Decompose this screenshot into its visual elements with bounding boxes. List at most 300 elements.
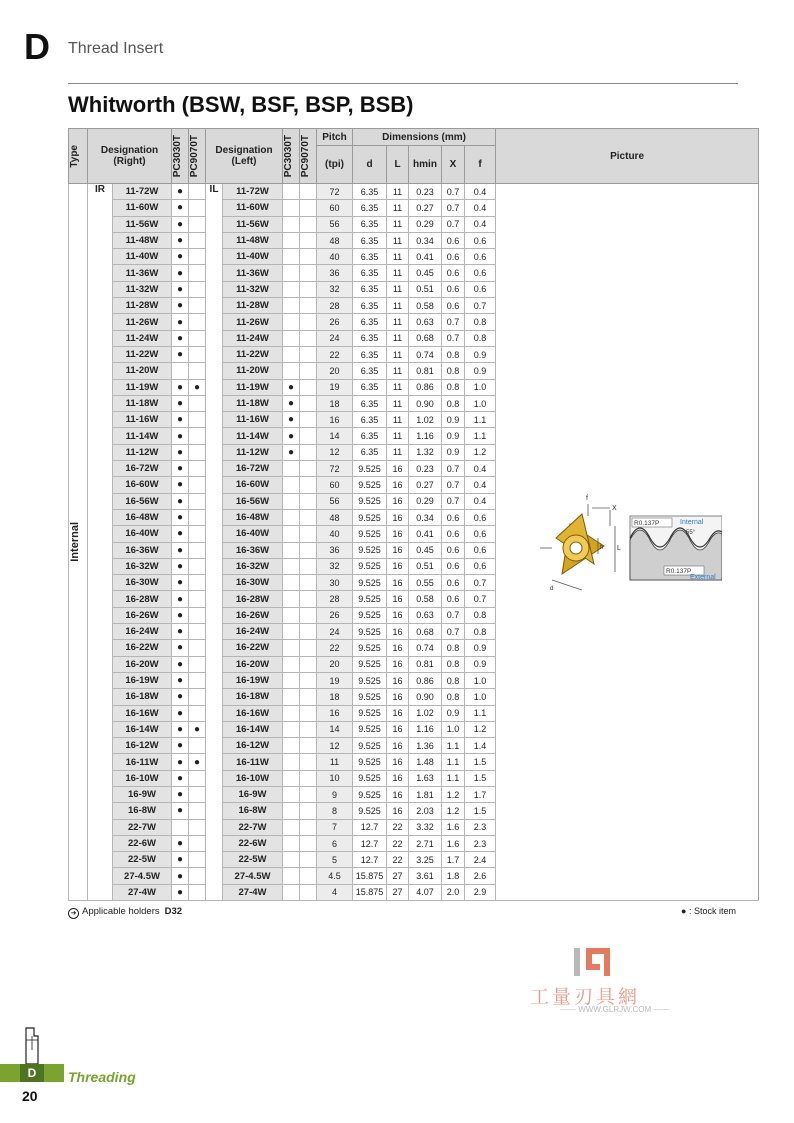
dim-f: 1.0	[465, 395, 496, 411]
dim-f: 0.7	[465, 591, 496, 607]
pitch-tpi: 28	[317, 298, 353, 314]
designation-right: 11-24W	[113, 330, 172, 346]
stock-dot-pc3030t-right: ●	[172, 379, 189, 395]
svg-text:R0.137P: R0.137P	[666, 567, 692, 575]
stock-dot-pc9070t-right	[189, 509, 206, 525]
dim-hmin: 1.02	[409, 412, 442, 428]
pitch-tpi: 8	[317, 803, 353, 819]
left-side-label: IL	[206, 184, 223, 901]
dim-f: 0.8	[465, 624, 496, 640]
designation-left: 16-30W	[223, 575, 283, 591]
pitch-tpi: 19	[317, 672, 353, 688]
designation-right: 16-32W	[113, 558, 172, 574]
dim-hmin: 0.29	[409, 493, 442, 509]
pitch-tpi: 24	[317, 330, 353, 346]
tpi-header: (tpi)	[317, 146, 353, 184]
stock-dot-pc9070t-right	[189, 330, 206, 346]
dim-hmin: 0.55	[409, 575, 442, 591]
stock-dot-pc3030t-right: ●	[172, 591, 189, 607]
designation-right: 16-48W	[113, 509, 172, 525]
designation-right-header: Designation (Right)	[88, 129, 172, 184]
pitch-tpi: 56	[317, 493, 353, 509]
designation-left: 16-72W	[223, 461, 283, 477]
dim-X: 1.1	[442, 738, 465, 754]
designation-right: 16-12W	[113, 738, 172, 754]
stock-dot-pc3030t-left	[283, 721, 300, 737]
stock-dot-pc3030t-left	[283, 363, 300, 379]
dim-f: 0.6	[465, 232, 496, 248]
dim-L: 16	[387, 526, 409, 542]
dim-X: 0.7	[442, 461, 465, 477]
dim-X: 0.8	[442, 346, 465, 362]
stock-dot-pc3030t-right: ●	[172, 721, 189, 737]
designation-right: 27-4W	[113, 884, 172, 900]
dim-f: 0.9	[465, 656, 496, 672]
dim-f: 0.9	[465, 640, 496, 656]
stock-dot-pc9070t-right	[189, 819, 206, 835]
dim-X: 0.7	[442, 477, 465, 493]
stock-dot-pc3030t-right: ●	[172, 542, 189, 558]
stock-dot-pc3030t-right	[172, 363, 189, 379]
stock-dot-pc3030t-right: ●	[172, 477, 189, 493]
stock-dot-pc9070t-right	[189, 281, 206, 297]
dim-hmin: 0.63	[409, 314, 442, 330]
pitch-tpi: 72	[317, 184, 353, 200]
stock-dot-pc9070t-right	[189, 607, 206, 623]
designation-right: 16-19W	[113, 672, 172, 688]
stock-dot-pc9070t-left	[300, 591, 317, 607]
stock-dot-pc9070t-left	[300, 379, 317, 395]
designation-right: 11-22W	[113, 346, 172, 362]
dim-L: 11	[387, 298, 409, 314]
designation-left: 11-56W	[223, 216, 283, 232]
dim-L: 11	[387, 379, 409, 395]
arrow-circle-icon: ➜	[68, 908, 79, 919]
designation-left: 11-36W	[223, 265, 283, 281]
stock-dot-pc9070t-left	[300, 705, 317, 721]
dim-f: 0.7	[465, 575, 496, 591]
dim-d: 9.525	[353, 591, 387, 607]
pitch-header: Pitch	[317, 129, 353, 146]
stock-dot-pc3030t-right: ●	[172, 868, 189, 884]
pitch-tpi: 4	[317, 884, 353, 900]
dim-d: 6.35	[353, 330, 387, 346]
dim-hmin: 1.02	[409, 705, 442, 721]
dim-d: 6.35	[353, 379, 387, 395]
type-header: Type	[69, 129, 88, 184]
pitch-tpi: 18	[317, 395, 353, 411]
insert-icon	[540, 495, 621, 592]
header-divider	[68, 83, 738, 84]
dim-X: 0.6	[442, 575, 465, 591]
stock-dot-pc3030t-right: ●	[172, 884, 189, 900]
pitch-tpi: 12	[317, 444, 353, 460]
dim-f: 0.6	[465, 281, 496, 297]
stock-dot-pc9070t-right	[189, 363, 206, 379]
stock-dot-pc9070t-left	[300, 689, 317, 705]
dim-L: 16	[387, 493, 409, 509]
dim-X: 0.6	[442, 249, 465, 265]
stock-dot-pc9070t-left	[300, 444, 317, 460]
designation-right: 16-60W	[113, 477, 172, 493]
X-header: X	[442, 146, 465, 184]
dim-f: 0.8	[465, 330, 496, 346]
dim-L: 11	[387, 265, 409, 281]
stock-dot-pc9070t-left	[300, 281, 317, 297]
dim-X: 0.7	[442, 184, 465, 200]
designation-right: 11-48W	[113, 232, 172, 248]
designation-left: 16-26W	[223, 607, 283, 623]
designation-left: 16-14W	[223, 721, 283, 737]
dim-f: 1.1	[465, 412, 496, 428]
dim-d: 6.35	[353, 200, 387, 216]
stock-dot-pc3030t-left	[283, 705, 300, 721]
stock-dot-pc9070t-right	[189, 558, 206, 574]
designation-left: 27-4.5W	[223, 868, 283, 884]
dim-X: 0.8	[442, 363, 465, 379]
designation-left: 16-18W	[223, 689, 283, 705]
designation-right: 11-56W	[113, 216, 172, 232]
stock-dot-pc9070t-right	[189, 575, 206, 591]
dim-f: 0.9	[465, 346, 496, 362]
dim-L: 16	[387, 656, 409, 672]
stock-dot-pc9070t-left	[300, 346, 317, 362]
d-header: d	[353, 146, 387, 184]
dim-f: 1.7	[465, 786, 496, 802]
designation-right: 11-16W	[113, 412, 172, 428]
designation-right: 11-19W	[113, 379, 172, 395]
dim-L: 27	[387, 884, 409, 900]
designation-right: 16-10W	[113, 770, 172, 786]
stock-dot-pc3030t-left	[283, 624, 300, 640]
stock-dot-pc9070t-left	[300, 461, 317, 477]
stock-dot-pc3030t-left	[283, 346, 300, 362]
tool-holder-icon	[22, 1026, 42, 1066]
pitch-tpi: 20	[317, 656, 353, 672]
stock-dot-pc3030t-left: ●	[283, 428, 300, 444]
designation-left: 11-14W	[223, 428, 283, 444]
svg-text:d: d	[550, 585, 554, 592]
stock-dot-pc9070t-right	[189, 868, 206, 884]
stock-dot-pc3030t-left	[283, 477, 300, 493]
pitch-tpi: 48	[317, 232, 353, 248]
designation-left: 11-26W	[223, 314, 283, 330]
designation-right: 16-9W	[113, 786, 172, 802]
dim-hmin: 1.63	[409, 770, 442, 786]
stock-dot-pc3030t-right: ●	[172, 493, 189, 509]
stock-dot-pc9070t-left	[300, 200, 317, 216]
designation-left: 16-19W	[223, 672, 283, 688]
dim-hmin: 0.90	[409, 395, 442, 411]
dim-hmin: 0.74	[409, 640, 442, 656]
dim-X: 1.1	[442, 770, 465, 786]
dim-d: 9.525	[353, 526, 387, 542]
stock-dot-pc3030t-left	[283, 461, 300, 477]
pitch-tpi: 22	[317, 346, 353, 362]
dim-f: 2.6	[465, 868, 496, 884]
stock-dot-pc3030t-left	[283, 575, 300, 591]
dim-f: 0.6	[465, 542, 496, 558]
stock-dot-pc9070t-left	[300, 656, 317, 672]
dim-d: 9.525	[353, 672, 387, 688]
stock-dot-pc9070t-left	[300, 868, 317, 884]
designation-left: 11-48W	[223, 232, 283, 248]
stock-dot-pc3030t-left	[283, 542, 300, 558]
applicable-holders-note	[68, 906, 182, 919]
dim-L: 16	[387, 558, 409, 574]
dim-hmin: 0.29	[409, 216, 442, 232]
pitch-tpi: 14	[317, 428, 353, 444]
dim-X: 0.6	[442, 526, 465, 542]
designation-right: 22-5W	[113, 852, 172, 868]
dim-L: 16	[387, 705, 409, 721]
dim-L: 16	[387, 640, 409, 656]
stock-dot-pc9070t-left	[300, 428, 317, 444]
dim-f: 1.2	[465, 721, 496, 737]
designation-left: 11-24W	[223, 330, 283, 346]
stock-dot-pc9070t-left	[300, 232, 317, 248]
stock-dot-pc9070t-right	[189, 314, 206, 330]
stock-dot-pc3030t-left	[283, 265, 300, 281]
stock-dot-pc9070t-right	[189, 461, 206, 477]
svg-text:h: h	[600, 544, 604, 551]
stock-dot-pc9070t-left	[300, 558, 317, 574]
designation-left: 11-20W	[223, 363, 283, 379]
designation-right: 11-36W	[113, 265, 172, 281]
stock-dot-pc3030t-right: ●	[172, 754, 189, 770]
dim-X: 0.6	[442, 281, 465, 297]
designation-left: 11-22W	[223, 346, 283, 362]
dim-L: 11	[387, 314, 409, 330]
dim-hmin: 0.86	[409, 672, 442, 688]
dim-X: 0.6	[442, 591, 465, 607]
dim-hmin: 0.58	[409, 298, 442, 314]
dim-L: 16	[387, 738, 409, 754]
stock-dot-pc3030t-right: ●	[172, 624, 189, 640]
designation-left: 16-36W	[223, 542, 283, 558]
stock-dot-pc9070t-right	[189, 346, 206, 362]
stock-dot-pc9070t-left	[300, 819, 317, 835]
dim-X: 0.7	[442, 216, 465, 232]
designation-left: 16-9W	[223, 786, 283, 802]
dim-L: 27	[387, 868, 409, 884]
dim-L: 16	[387, 575, 409, 591]
stock-dot-pc9070t-right	[189, 184, 206, 200]
grade-pc9070t-header-right: PC9070T	[189, 129, 206, 184]
dim-hmin: 1.16	[409, 428, 442, 444]
dim-L: 11	[387, 395, 409, 411]
pitch-tpi: 72	[317, 461, 353, 477]
dim-d: 12.7	[353, 835, 387, 851]
designation-left: 16-24W	[223, 624, 283, 640]
dim-hmin: 0.90	[409, 689, 442, 705]
dim-hmin: 0.81	[409, 656, 442, 672]
designation-right: 16-16W	[113, 705, 172, 721]
dim-d: 6.35	[353, 428, 387, 444]
stock-dot-pc9070t-right	[189, 493, 206, 509]
dim-f: 0.6	[465, 509, 496, 525]
dim-d: 9.525	[353, 640, 387, 656]
stock-dot-pc9070t-left	[300, 754, 317, 770]
dim-f: 1.5	[465, 754, 496, 770]
stock-dot-pc9070t-left	[300, 738, 317, 754]
dim-f: 1.0	[465, 379, 496, 395]
stock-dot-pc3030t-left: ●	[283, 395, 300, 411]
dim-hmin: 2.71	[409, 835, 442, 851]
stock-dot-pc9070t-right	[189, 444, 206, 460]
stock-dot-pc3030t-left	[283, 216, 300, 232]
stock-dot-pc3030t-left	[283, 200, 300, 216]
stock-dot-pc9070t-right: ●	[189, 754, 206, 770]
holders-page-link[interactable]: D32	[164, 906, 183, 917]
stock-dot-pc3030t-right: ●	[172, 526, 189, 542]
stock-dot-pc3030t-left	[283, 786, 300, 802]
stock-dot-pc3030t-right: ●	[172, 330, 189, 346]
dim-d: 9.525	[353, 542, 387, 558]
stock-dot-pc3030t-right: ●	[172, 738, 189, 754]
pitch-tpi: 26	[317, 314, 353, 330]
grade-pc3030t-header-left: PC3030T	[283, 129, 300, 184]
stock-dot-pc3030t-right: ●	[172, 298, 189, 314]
designation-left: 11-72W	[223, 184, 283, 200]
stock-dot-pc3030t-right: ●	[172, 232, 189, 248]
dim-f: 2.3	[465, 835, 496, 851]
pitch-tpi: 36	[317, 542, 353, 558]
designation-left: 27-4W	[223, 884, 283, 900]
dim-f: 0.7	[465, 298, 496, 314]
stock-dot-pc3030t-right: ●	[172, 656, 189, 672]
picture-cell	[496, 184, 759, 901]
dim-X: 0.6	[442, 265, 465, 281]
stock-dot-pc3030t-left	[283, 607, 300, 623]
dim-L: 11	[387, 249, 409, 265]
stock-dot-pc9070t-right	[189, 216, 206, 232]
stock-dot-pc9070t-left	[300, 493, 317, 509]
grade-pc9070t-header-left: PC9070T	[300, 129, 317, 184]
dim-hmin: 0.27	[409, 200, 442, 216]
dim-hmin: 3.61	[409, 868, 442, 884]
section-tab[interactable]: D	[0, 1064, 64, 1082]
dim-L: 11	[387, 330, 409, 346]
dim-X: 0.7	[442, 314, 465, 330]
dim-X: 0.8	[442, 395, 465, 411]
dim-hmin: 0.34	[409, 509, 442, 525]
dim-d: 6.35	[353, 232, 387, 248]
dim-f: 0.4	[465, 216, 496, 232]
designation-right: 22-7W	[113, 819, 172, 835]
dim-d: 6.35	[353, 249, 387, 265]
stock-dot-pc3030t-left: ●	[283, 444, 300, 460]
designation-right: 11-28W	[113, 298, 172, 314]
stock-dot-pc9070t-right	[189, 526, 206, 542]
designation-left: 11-32W	[223, 281, 283, 297]
dim-X: 1.7	[442, 852, 465, 868]
dim-f: 0.4	[465, 200, 496, 216]
stock-dot-pc3030t-left	[283, 852, 300, 868]
designation-left: 11-40W	[223, 249, 283, 265]
stock-dot-pc9070t-right	[189, 689, 206, 705]
dim-L: 22	[387, 819, 409, 835]
dim-X: 1.6	[442, 819, 465, 835]
pitch-tpi: 12	[317, 738, 353, 754]
dim-hmin: 0.23	[409, 184, 442, 200]
stock-dot-pc9070t-left	[300, 249, 317, 265]
pitch-tpi: 32	[317, 281, 353, 297]
dim-hmin: 0.41	[409, 249, 442, 265]
dim-d: 9.525	[353, 493, 387, 509]
designation-right: 11-18W	[113, 395, 172, 411]
dim-L: 11	[387, 184, 409, 200]
dim-hmin: 1.16	[409, 721, 442, 737]
dim-hmin: 0.81	[409, 363, 442, 379]
stock-dot-pc9070t-right	[189, 265, 206, 281]
stock-dot-pc9070t-right	[189, 477, 206, 493]
stock-dot-pc9070t-right	[189, 656, 206, 672]
dim-d: 9.525	[353, 754, 387, 770]
dim-X: 0.9	[442, 428, 465, 444]
stock-dot-pc9070t-right	[189, 591, 206, 607]
designation-right: 16-30W	[113, 575, 172, 591]
pitch-tpi: 28	[317, 591, 353, 607]
stock-dot-pc3030t-left	[283, 184, 300, 200]
pitch-tpi: 16	[317, 705, 353, 721]
stock-dot-pc3030t-right: ●	[172, 216, 189, 232]
dim-hmin: 1.48	[409, 754, 442, 770]
stock-dot-pc9070t-left	[300, 314, 317, 330]
dim-d: 12.7	[353, 819, 387, 835]
pitch-tpi: 18	[317, 689, 353, 705]
stock-dot-pc3030t-left	[283, 281, 300, 297]
designation-right: 16-72W	[113, 461, 172, 477]
dim-d: 15.875	[353, 868, 387, 884]
designation-right: 16-36W	[113, 542, 172, 558]
dim-X: 0.7	[442, 607, 465, 623]
dim-hmin: 0.51	[409, 558, 442, 574]
stock-dot-pc9070t-left	[300, 526, 317, 542]
dim-d: 9.525	[353, 770, 387, 786]
dim-X: 0.7	[442, 200, 465, 216]
stock-dot-pc9070t-left	[300, 330, 317, 346]
designation-left: 16-16W	[223, 705, 283, 721]
dim-hmin: 0.23	[409, 461, 442, 477]
stock-dot-pc9070t-left	[300, 509, 317, 525]
designation-right: 11-32W	[113, 281, 172, 297]
designation-right: 16-18W	[113, 689, 172, 705]
designation-right: 11-40W	[113, 249, 172, 265]
dim-X: 1.6	[442, 835, 465, 851]
pitch-tpi: 40	[317, 249, 353, 265]
dim-L: 16	[387, 461, 409, 477]
grade-pc3030t-header-right: PC3030T	[172, 129, 189, 184]
designation-right: 16-14W	[113, 721, 172, 737]
dim-L: 11	[387, 200, 409, 216]
stock-dot-pc3030t-left	[283, 249, 300, 265]
stock-dot-pc9070t-left	[300, 835, 317, 851]
dim-f: 0.6	[465, 526, 496, 542]
dim-hmin: 0.86	[409, 379, 442, 395]
dim-X: 0.6	[442, 232, 465, 248]
dim-X: 1.8	[442, 868, 465, 884]
stock-dot-pc3030t-left	[283, 819, 300, 835]
dim-L: 11	[387, 444, 409, 460]
stock-dot-pc9070t-left	[300, 477, 317, 493]
dim-d: 6.35	[353, 395, 387, 411]
stock-dot-pc3030t-left	[283, 591, 300, 607]
pitch-tpi: 30	[317, 575, 353, 591]
stock-dot-pc3030t-left	[283, 526, 300, 542]
stock-dot-pc3030t-right: ●	[172, 852, 189, 868]
pitch-tpi: 19	[317, 379, 353, 395]
